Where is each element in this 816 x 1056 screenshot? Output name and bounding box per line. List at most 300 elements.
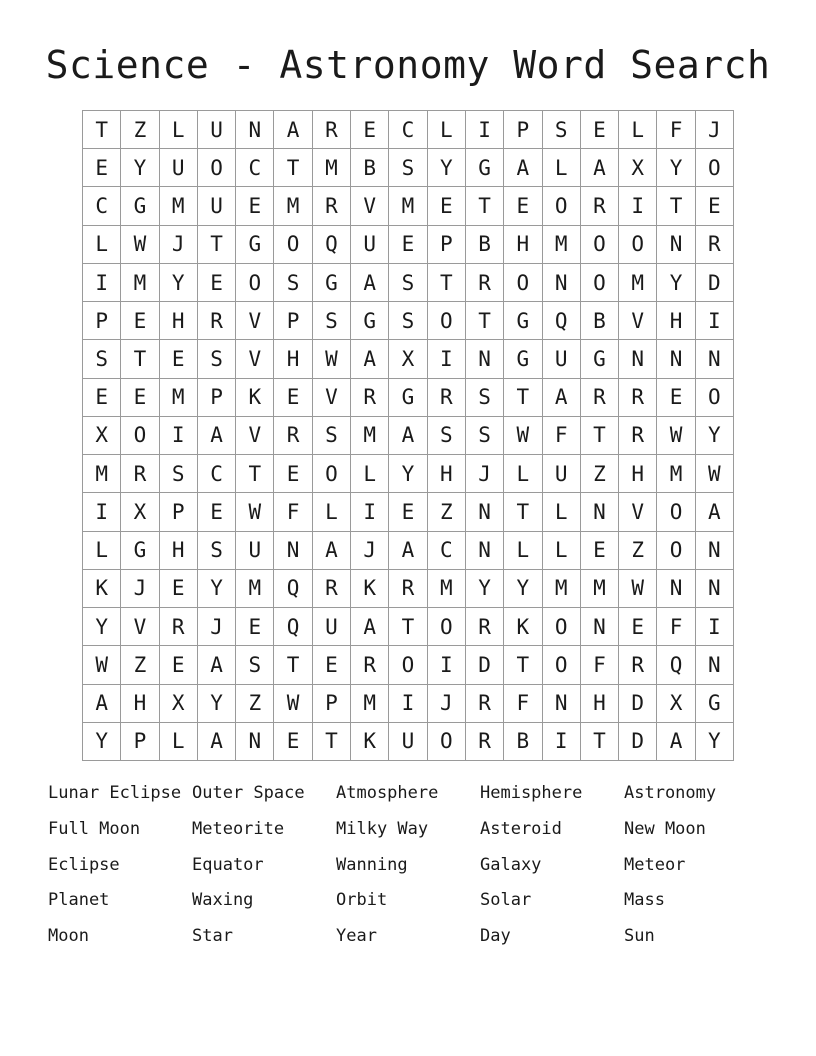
grid-cell: J — [160, 226, 198, 264]
grid-cell: E — [428, 187, 466, 225]
grid-cell: O — [198, 149, 236, 187]
grid-cell: K — [351, 723, 389, 761]
grid-cell: S — [274, 264, 312, 302]
grid-cell: W — [696, 455, 734, 493]
grid-cell: A — [198, 723, 236, 761]
word-list-item: Full Moon — [48, 818, 141, 839]
grid-cell: N — [466, 493, 504, 531]
grid-cell: P — [428, 226, 466, 264]
grid-cell: F — [543, 417, 581, 455]
grid-cell: O — [428, 302, 466, 340]
grid-cell: J — [351, 532, 389, 570]
grid-cell: F — [274, 493, 312, 531]
grid-cell: M — [236, 570, 274, 608]
grid-cell: N — [619, 340, 657, 378]
grid-cell: U — [198, 111, 236, 149]
grid-cell: N — [696, 570, 734, 608]
grid-cell: A — [657, 723, 695, 761]
grid-cell: T — [274, 646, 312, 684]
grid-cell: V — [236, 417, 274, 455]
grid-cell: M — [619, 264, 657, 302]
grid-cell: M — [83, 455, 121, 493]
grid-cell: I — [83, 493, 121, 531]
grid-cell: Z — [428, 493, 466, 531]
grid-cell: O — [121, 417, 159, 455]
grid-cell: S — [428, 417, 466, 455]
grid-cell: D — [619, 723, 657, 761]
word-list-item: Asteroid — [480, 818, 562, 839]
grid-cell: T — [236, 455, 274, 493]
grid-cell: G — [351, 302, 389, 340]
grid-cell: C — [428, 532, 466, 570]
grid-cell: Y — [83, 608, 121, 646]
grid-cell: R — [121, 455, 159, 493]
grid-cell: T — [504, 646, 542, 684]
grid-cell: R — [160, 608, 198, 646]
grid-cell: Y — [83, 723, 121, 761]
grid-cell: R — [428, 379, 466, 417]
grid-cell: Y — [121, 149, 159, 187]
grid-cell: K — [351, 570, 389, 608]
grid-cell: M — [389, 187, 427, 225]
grid-cell: T — [83, 111, 121, 149]
grid-cell: U — [236, 532, 274, 570]
grid-cell: H — [581, 685, 619, 723]
page-title: Science - Astronomy Word Search — [45, 43, 771, 87]
grid-cell: A — [581, 149, 619, 187]
grid-cell: E — [83, 149, 121, 187]
word-list-item: New Moon — [624, 818, 706, 839]
grid-cell: O — [236, 264, 274, 302]
grid-cell: W — [657, 417, 695, 455]
grid-cell: I — [428, 646, 466, 684]
grid-cell: O — [313, 455, 351, 493]
grid-cell: U — [543, 455, 581, 493]
grid-cell: A — [543, 379, 581, 417]
grid-cell: L — [83, 226, 121, 264]
grid-cell: Y — [504, 570, 542, 608]
word-list-item: Planet — [48, 890, 110, 911]
grid-cell: L — [619, 111, 657, 149]
grid-cell: G — [696, 685, 734, 723]
word-list-item: Year — [336, 926, 377, 947]
grid-cell: N — [466, 532, 504, 570]
grid-cell: N — [657, 226, 695, 264]
grid-cell: W — [121, 226, 159, 264]
grid-cell: L — [504, 532, 542, 570]
grid-cell: C — [236, 149, 274, 187]
grid-cell: A — [504, 149, 542, 187]
grid-cell: X — [83, 417, 121, 455]
word-list-item: Meteor — [624, 854, 686, 875]
grid-cell: R — [619, 646, 657, 684]
grid-cell: N — [543, 685, 581, 723]
grid-cell: L — [160, 723, 198, 761]
grid-cell: R — [466, 723, 504, 761]
grid-cell: R — [313, 187, 351, 225]
grid-cell: H — [619, 455, 657, 493]
grid-cell: H — [160, 532, 198, 570]
grid-cell: P — [313, 685, 351, 723]
grid-cell: R — [351, 379, 389, 417]
grid-cell: T — [504, 493, 542, 531]
grid-cell: W — [236, 493, 274, 531]
grid-cell: L — [351, 455, 389, 493]
grid-cell: E — [274, 379, 312, 417]
grid-cell: A — [389, 532, 427, 570]
grid-cell: E — [83, 379, 121, 417]
grid-cell: E — [198, 264, 236, 302]
grid-cell: F — [504, 685, 542, 723]
word-list-item: Wanning — [336, 854, 408, 875]
grid-cell: Y — [696, 723, 734, 761]
grid-cell: E — [581, 111, 619, 149]
grid-cell: S — [198, 340, 236, 378]
grid-cell: X — [121, 493, 159, 531]
grid-cell: V — [121, 608, 159, 646]
grid-cell: W — [313, 340, 351, 378]
word-search-grid — [82, 110, 734, 761]
word-list-item: Lunar Eclipse — [48, 783, 182, 803]
grid-cell: P — [83, 302, 121, 340]
grid-cell: U — [389, 723, 427, 761]
grid-cell: O — [657, 532, 695, 570]
grid-cell: N — [657, 340, 695, 378]
grid-cell: T — [313, 723, 351, 761]
grid-cell: O — [619, 226, 657, 264]
grid-cell: Y — [466, 570, 504, 608]
grid-cell: X — [160, 685, 198, 723]
grid-cell: H — [428, 455, 466, 493]
grid-cell: E — [389, 226, 427, 264]
grid-cell: N — [236, 723, 274, 761]
grid-cell: A — [696, 493, 734, 531]
grid-cell: T — [121, 340, 159, 378]
grid-cell: Z — [121, 111, 159, 149]
grid-cell: Q — [274, 608, 312, 646]
grid-cell: K — [83, 570, 121, 608]
grid-cell: N — [696, 340, 734, 378]
grid-cell: Q — [274, 570, 312, 608]
grid-cell: A — [351, 608, 389, 646]
grid-cell: O — [581, 264, 619, 302]
grid-cell: U — [313, 608, 351, 646]
grid-cell: P — [198, 379, 236, 417]
grid-cell: M — [121, 264, 159, 302]
grid-cell: T — [198, 226, 236, 264]
grid-cell: T — [466, 302, 504, 340]
grid-cell: A — [198, 646, 236, 684]
grid-cell: R — [313, 111, 351, 149]
grid-cell: Y — [160, 264, 198, 302]
grid-cell: O — [428, 723, 466, 761]
grid-cell: E — [351, 111, 389, 149]
word-list-item: Hemisphere — [480, 783, 583, 803]
grid-cell: P — [160, 493, 198, 531]
grid-cell: O — [389, 646, 427, 684]
grid-cell: E — [198, 493, 236, 531]
grid-cell: D — [696, 264, 734, 302]
grid-cell: S — [198, 532, 236, 570]
grid-cell: S — [313, 302, 351, 340]
grid-cell: G — [504, 302, 542, 340]
grid-cell: Y — [428, 149, 466, 187]
grid-cell: A — [83, 685, 121, 723]
grid-cell: V — [619, 493, 657, 531]
word-list-item: Meteorite — [192, 818, 285, 839]
grid-cell: I — [696, 302, 734, 340]
grid-cell: I — [696, 608, 734, 646]
grid-cell: S — [389, 264, 427, 302]
grid-cell: M — [543, 226, 581, 264]
grid-cell: R — [389, 570, 427, 608]
grid-cell: K — [236, 379, 274, 417]
word-list-item: Moon — [48, 926, 89, 947]
grid-cell: X — [389, 340, 427, 378]
grid-cell: G — [389, 379, 427, 417]
grid-cell: E — [504, 187, 542, 225]
grid-cell: U — [351, 226, 389, 264]
grid-cell: L — [543, 532, 581, 570]
grid-cell: Z — [236, 685, 274, 723]
word-list-item: Milky Way — [336, 818, 429, 839]
grid-cell: O — [581, 226, 619, 264]
word-list-item: Galaxy — [480, 854, 542, 875]
grid-cell: E — [619, 608, 657, 646]
grid-cell: W — [274, 685, 312, 723]
word-list-item: Star — [192, 926, 233, 947]
grid-cell: N — [466, 340, 504, 378]
grid-cell: V — [313, 379, 351, 417]
grid-cell: P — [121, 723, 159, 761]
grid-cell: L — [160, 111, 198, 149]
grid-cell: J — [696, 111, 734, 149]
grid-cell: Z — [581, 455, 619, 493]
grid-cell: R — [466, 264, 504, 302]
grid-cell: O — [543, 608, 581, 646]
grid-cell: I — [160, 417, 198, 455]
grid-cell: E — [581, 532, 619, 570]
word-list-item: Outer Space — [192, 783, 305, 803]
grid-cell: N — [274, 532, 312, 570]
grid-cell: Q — [543, 302, 581, 340]
grid-cell: D — [466, 646, 504, 684]
grid-cell: E — [657, 379, 695, 417]
grid-cell: S — [543, 111, 581, 149]
grid-cell: E — [274, 455, 312, 493]
grid-cell: S — [83, 340, 121, 378]
word-list-item: Atmosphere — [336, 783, 439, 803]
grid-cell: S — [389, 149, 427, 187]
grid-cell: E — [236, 187, 274, 225]
grid-cell: S — [466, 379, 504, 417]
grid-cell: L — [543, 493, 581, 531]
grid-cell: I — [351, 493, 389, 531]
grid-cell: G — [581, 340, 619, 378]
grid-cell: L — [313, 493, 351, 531]
grid-cell: Y — [198, 685, 236, 723]
grid-cell: M — [657, 455, 695, 493]
grid-cell: M — [428, 570, 466, 608]
grid-cell: Y — [657, 264, 695, 302]
grid-cell: J — [121, 570, 159, 608]
grid-cell: V — [236, 302, 274, 340]
grid-cell: O — [696, 149, 734, 187]
grid-cell: N — [696, 646, 734, 684]
grid-cell: A — [389, 417, 427, 455]
grid-cell: D — [619, 685, 657, 723]
word-list-item: Mass — [624, 890, 665, 911]
grid-cell: N — [581, 493, 619, 531]
grid-cell: O — [543, 187, 581, 225]
word-list-item: Solar — [480, 890, 532, 911]
grid-cell: T — [581, 417, 619, 455]
grid-cell: B — [466, 226, 504, 264]
grid-cell: S — [236, 646, 274, 684]
grid-cell: I — [619, 187, 657, 225]
word-list-item: Day — [480, 926, 511, 947]
grid-cell: M — [313, 149, 351, 187]
grid-cell: Z — [619, 532, 657, 570]
grid-cell: N — [657, 570, 695, 608]
grid-cell: W — [619, 570, 657, 608]
grid-cell: J — [198, 608, 236, 646]
grid-cell: Y — [198, 570, 236, 608]
grid-cell: N — [581, 608, 619, 646]
grid-cell: M — [274, 187, 312, 225]
word-list-item: Waxing — [192, 890, 254, 911]
grid-cell: L — [428, 111, 466, 149]
word-list-item: Eclipse — [48, 854, 120, 875]
grid-cell: K — [504, 608, 542, 646]
grid-cell: Y — [389, 455, 427, 493]
grid-cell: M — [351, 417, 389, 455]
grid-cell: S — [313, 417, 351, 455]
grid-cell: C — [83, 187, 121, 225]
grid-cell: H — [121, 685, 159, 723]
grid-cell: M — [351, 685, 389, 723]
grid-cell: V — [236, 340, 274, 378]
grid-cell: T — [504, 379, 542, 417]
grid-cell: F — [581, 646, 619, 684]
grid-cell: I — [428, 340, 466, 378]
grid-cell: L — [543, 149, 581, 187]
grid-cell: G — [121, 187, 159, 225]
grid-cell: R — [581, 187, 619, 225]
grid-cell: O — [657, 493, 695, 531]
grid-cell: R — [466, 685, 504, 723]
grid-cell: T — [274, 149, 312, 187]
grid-cell: N — [696, 532, 734, 570]
grid-cell: P — [274, 302, 312, 340]
grid-cell: Q — [657, 646, 695, 684]
grid-cell: T — [657, 187, 695, 225]
grid-cell: A — [351, 340, 389, 378]
grid-cell: W — [504, 417, 542, 455]
grid-cell: Z — [121, 646, 159, 684]
word-list-item: Astronomy — [624, 783, 717, 803]
grid-cell: G — [236, 226, 274, 264]
grid-cell: T — [389, 608, 427, 646]
grid-cell: C — [198, 455, 236, 493]
grid-cell: A — [313, 532, 351, 570]
grid-cell: R — [313, 570, 351, 608]
word-list — [48, 780, 768, 959]
grid-cell: E — [160, 646, 198, 684]
grid-cell: O — [696, 379, 734, 417]
grid-cell: E — [696, 187, 734, 225]
grid-cell: V — [619, 302, 657, 340]
grid-cell: O — [274, 226, 312, 264]
grid-cell: E — [160, 340, 198, 378]
word-list-item: Orbit — [336, 890, 388, 911]
grid-cell: M — [160, 187, 198, 225]
grid-cell: I — [543, 723, 581, 761]
grid-cell: B — [581, 302, 619, 340]
grid-cell: E — [313, 646, 351, 684]
grid-cell: X — [619, 149, 657, 187]
grid-cell: H — [657, 302, 695, 340]
grid-cell: G — [313, 264, 351, 302]
grid-cell: E — [274, 723, 312, 761]
grid-cell: O — [504, 264, 542, 302]
grid-cell: L — [83, 532, 121, 570]
grid-cell: S — [389, 302, 427, 340]
grid-cell: R — [198, 302, 236, 340]
grid-cell: H — [504, 226, 542, 264]
grid-cell: E — [236, 608, 274, 646]
grid-cell: E — [389, 493, 427, 531]
grid-cell: I — [83, 264, 121, 302]
grid-cell: E — [121, 379, 159, 417]
grid-cell: V — [351, 187, 389, 225]
grid-cell: G — [121, 532, 159, 570]
grid-cell: O — [428, 608, 466, 646]
grid-cell: R — [619, 417, 657, 455]
grid-cell: H — [160, 302, 198, 340]
grid-cell: T — [466, 187, 504, 225]
grid-cell: Q — [313, 226, 351, 264]
grid-cell: O — [543, 646, 581, 684]
grid-cell: A — [198, 417, 236, 455]
grid-cell: R — [696, 226, 734, 264]
grid-cell: B — [504, 723, 542, 761]
grid-cell: R — [581, 379, 619, 417]
word-list-item: Sun — [624, 926, 655, 947]
grid-cell: M — [543, 570, 581, 608]
grid-cell: T — [581, 723, 619, 761]
grid-cell: Y — [696, 417, 734, 455]
grid-cell: R — [466, 608, 504, 646]
grid-cell: W — [83, 646, 121, 684]
grid-cell: F — [657, 608, 695, 646]
grid-cell: N — [236, 111, 274, 149]
grid-cell: A — [351, 264, 389, 302]
grid-cell: P — [504, 111, 542, 149]
grid-cell: A — [274, 111, 312, 149]
grid-cell: U — [160, 149, 198, 187]
grid-cell: G — [504, 340, 542, 378]
grid-cell: R — [274, 417, 312, 455]
grid-cell: M — [581, 570, 619, 608]
grid-cell: H — [274, 340, 312, 378]
grid-cell: R — [619, 379, 657, 417]
grid-cell: S — [160, 455, 198, 493]
grid-cell: N — [543, 264, 581, 302]
grid-cell: F — [657, 111, 695, 149]
grid-cell: L — [504, 455, 542, 493]
grid-cell: T — [428, 264, 466, 302]
